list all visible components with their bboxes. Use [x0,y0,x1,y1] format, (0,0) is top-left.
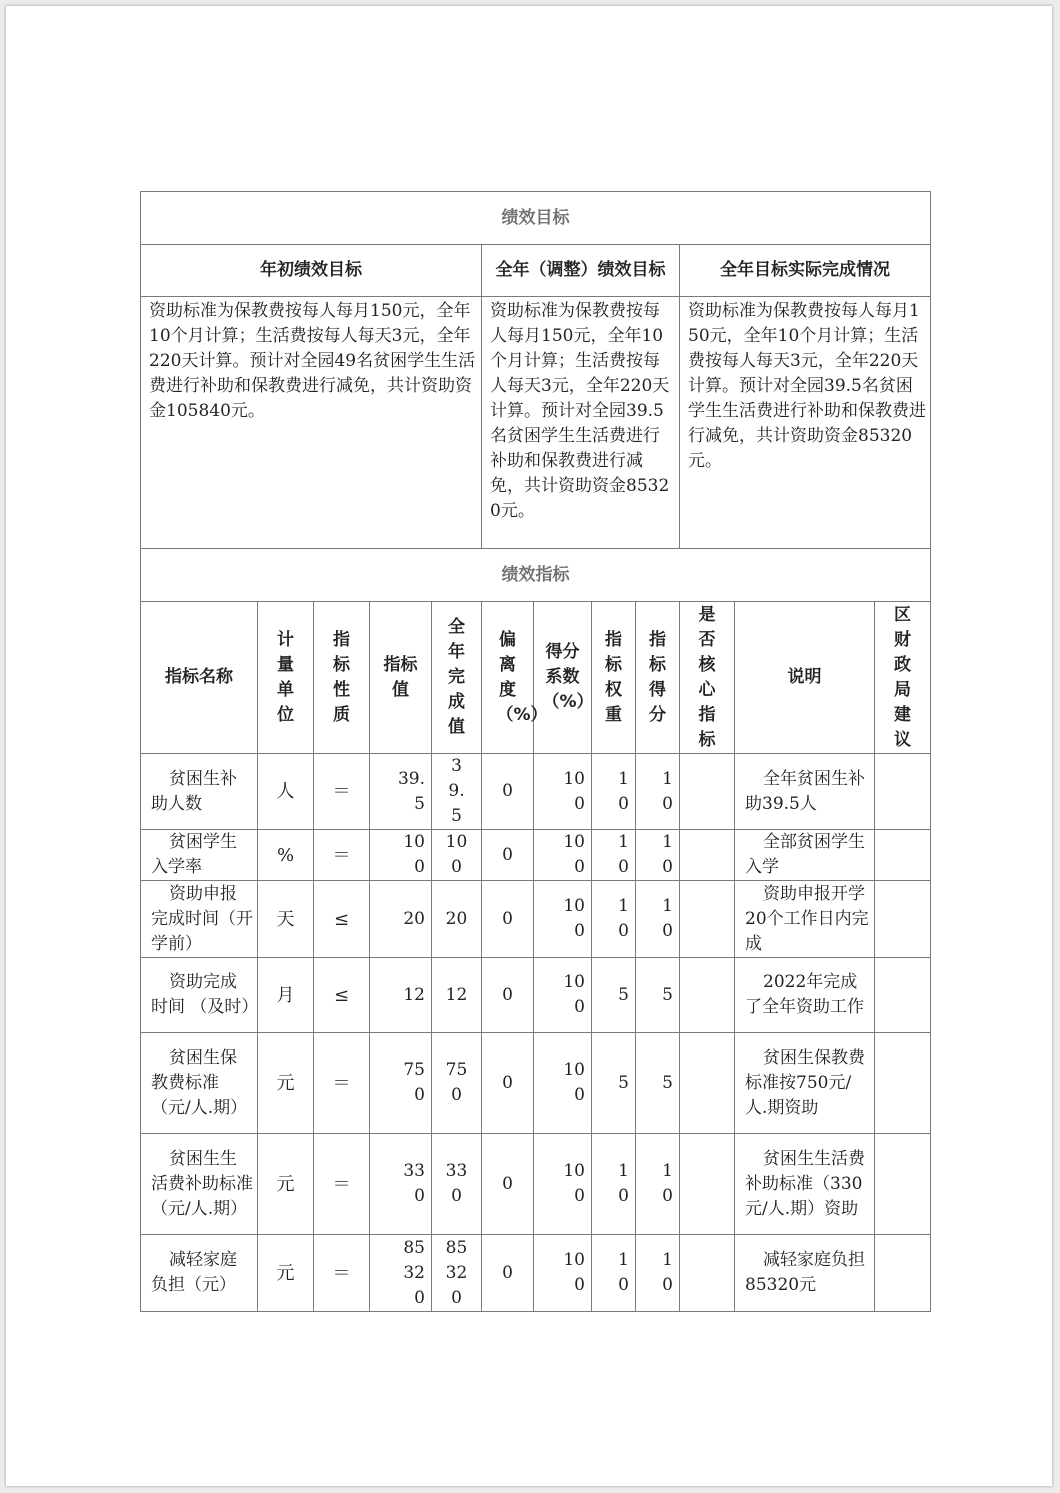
cell-name: 贫困学生入学率 [141,830,258,881]
indicator-row [141,881,931,958]
cell-target: 20 [370,881,432,958]
col-header-unit: 计量单位 [258,602,314,754]
cell-bureau [875,881,931,958]
cell-note: 资助申报开学20个工作日内完成 [735,881,875,958]
document-page [6,6,1052,1486]
cell-name: 贫困生生活费补助标准（元/人.期） [141,1134,258,1235]
cell-weight: 5 [592,958,636,1033]
cell-nature: ≤ [314,958,370,1033]
cell-core [680,754,735,830]
cell-deviation: 0 [482,754,534,830]
cell-unit: 元 [258,1033,314,1134]
cell-completed: 85320 [432,1235,482,1312]
indicator-rows [141,754,931,1312]
cell-core [680,1134,735,1235]
cell-target: 330 [370,1134,432,1235]
indicator-row [141,754,931,830]
actual-goal-header: 全年目标实际完成情况 [680,245,931,297]
cell-note: 全部贫困学生入学 [735,830,875,881]
cell-deviation: 0 [482,881,534,958]
cell-target: 39.5 [370,754,432,830]
cell-bureau [875,1134,931,1235]
cell-coef: 100 [534,958,592,1033]
cell-weight: 5 [592,1033,636,1134]
cell-nature: ＝ [314,1033,370,1134]
cell-nature: ＝ [314,1235,370,1312]
cell-target: 100 [370,830,432,881]
cell-coef: 100 [534,754,592,830]
cell-completed: 12 [432,958,482,1033]
cell-score: 10 [636,754,680,830]
cell-coef: 100 [534,1235,592,1312]
cell-deviation: 0 [482,830,534,881]
col-header-nature: 指标性质 [314,602,370,754]
cell-bureau [875,1235,931,1312]
col-header-core: 是否核心指标 [680,602,735,754]
col-header-bureau: 区财政局建议 [875,602,931,754]
cell-core [680,1235,735,1312]
cell-deviation: 0 [482,1134,534,1235]
cell-name: 贫困生补助人数 [141,754,258,830]
cell-target: 12 [370,958,432,1033]
col-header-name: 指标名称 [141,602,258,754]
cell-weight: 10 [592,830,636,881]
cell-name: 资助完成时间 （及时） [141,958,258,1033]
indicator-header-row [141,602,931,754]
cell-nature: ＝ [314,1134,370,1235]
cell-score: 5 [636,1033,680,1134]
cell-score: 10 [636,881,680,958]
cell-note: 贫困生生活费补助标准（330元/人.期）资助 [735,1134,875,1235]
cell-core [680,830,735,881]
initial-goal-header: 年初绩效目标 [141,245,482,297]
cell-weight: 10 [592,754,636,830]
cell-core [680,1033,735,1134]
indicator-row [141,830,931,881]
cell-note: 贫困生保教费标准按750元/人.期资助 [735,1033,875,1134]
cell-bureau [875,754,931,830]
cell-completed: 20 [432,881,482,958]
col-header-completed: 全年完成值 [432,602,482,754]
cell-completed: 39.5 [432,754,482,830]
cell-nature: ＝ [314,830,370,881]
cell-nature: ≤ [314,881,370,958]
cell-deviation: 0 [482,1033,534,1134]
cell-unit: 天 [258,881,314,958]
cell-completed: 100 [432,830,482,881]
cell-bureau [875,1033,931,1134]
indicator-row [141,1235,931,1312]
col-header-coef: 得分系数（%） [534,602,592,754]
cell-weight: 10 [592,881,636,958]
cell-score: 5 [636,958,680,1033]
col-header-weight: 指标权重 [592,602,636,754]
goals-section-title: 绩效目标 [141,192,931,245]
cell-bureau [875,830,931,881]
cell-note: 全年贫困生补助39.5人 [735,754,875,830]
cell-target: 750 [370,1033,432,1134]
cell-score: 10 [636,830,680,881]
performance-table [140,191,931,1312]
cell-score: 10 [636,1134,680,1235]
cell-unit: 元 [258,1134,314,1235]
cell-name: 减轻家庭负担（元） [141,1235,258,1312]
actual-goal-text: 资助标准为保教费按每人每月150元，全年10个月计算；生活费按每人每天3元，全年220天计算。预计对全园39.5名贫困学生生活费进行补助和保教费进行减免，共计资助资金85320元。 [680,297,931,549]
cell-coef: 100 [534,1033,592,1134]
cell-coef: 100 [534,881,592,958]
cell-name: 资助申报完成时间（开学前） [141,881,258,958]
cell-name: 贫困生保教费标准（元/人.期） [141,1033,258,1134]
cell-core [680,881,735,958]
cell-note: 减轻家庭负担85320元 [735,1235,875,1312]
cell-score: 10 [636,1235,680,1312]
cell-unit: 人 [258,754,314,830]
cell-deviation: 0 [482,1235,534,1312]
cell-bureau [875,958,931,1033]
cell-completed: 330 [432,1134,482,1235]
col-header-target: 指标值 [370,602,432,754]
cell-unit: % [258,830,314,881]
cell-note: 2022年完成了全年资助工作 [735,958,875,1033]
indicators-section-title: 绩效指标 [141,549,931,602]
initial-goal-text: 资助标准为保教费按每人每月150元，全年10个月计算；生活费按每人每天3元，全年220天计算。预计对全园49名贫困学生生活费进行补助和保教费进行减免，共计资助资金105840元。 [141,297,482,549]
cell-core [680,958,735,1033]
col-header-note: 说明 [735,602,875,754]
adjusted-goal-text: 资助标准为保教费按每人每月150元，全年10个月计算；生活费按每人每天3元，全年220天计算。预计对全园39.5名贫困学生生活费进行补助和保教费进行减免，共计资助资金85320元。 [482,297,680,549]
cell-weight: 10 [592,1235,636,1312]
indicator-row [141,1134,931,1235]
indicator-row [141,958,931,1033]
adjusted-goal-header: 全年（调整）绩效目标 [482,245,680,297]
cell-target: 85320 [370,1235,432,1312]
col-header-deviation: 偏离度（%） [482,602,534,754]
cell-weight: 10 [592,1134,636,1235]
cell-coef: 100 [534,830,592,881]
cell-nature: ＝ [314,754,370,830]
cell-coef: 100 [534,1134,592,1235]
cell-completed: 750 [432,1033,482,1134]
cell-deviation: 0 [482,958,534,1033]
cell-unit: 月 [258,958,314,1033]
col-header-score: 指标得分 [636,602,680,754]
cell-unit: 元 [258,1235,314,1312]
indicator-row [141,1033,931,1134]
